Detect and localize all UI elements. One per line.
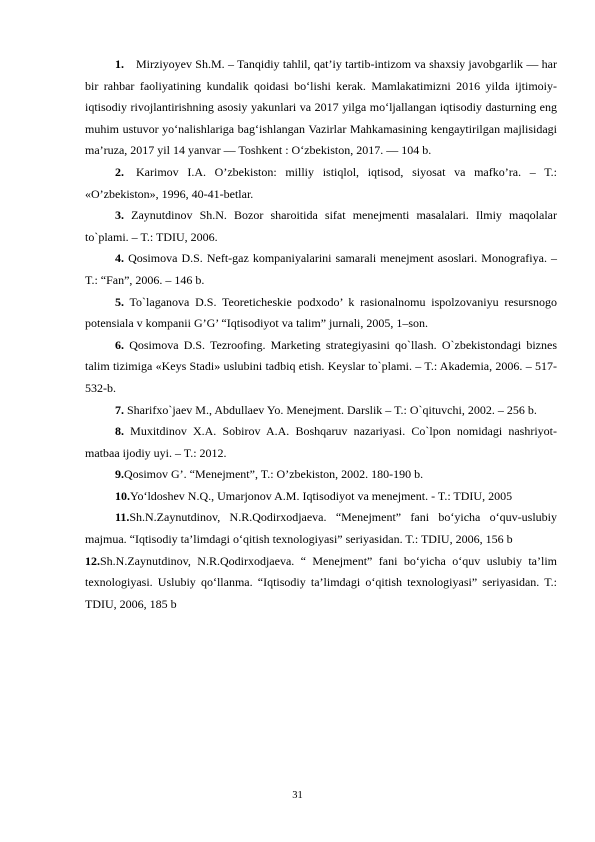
- reference-text: Sharifxo`jaev M., Abdullaev Yo. Menejment. Darslik – T.: O`qituvchi, 2002. – 256 b.: [127, 402, 537, 417]
- reference-text: Zaynutdinov Sh.N. Bozor sharoitida sifat menejmenti masalalari. Ilmiy maqolalar to`plami. – T.: TDIU, 2006.: [85, 208, 557, 244]
- reference-text: Qosimov G’. “Menejment”, T.: O’zbekiston, 2002. 180-190 b.: [124, 467, 424, 482]
- reference-text: To`laganova D.S. Teoreticheskie podxodo’ k rasionalnomu ispolzovaniyu resursnogo potensiala v kompanii G’G’ “Iqtisodiyot va talim” jurnali, 2005, 1–son.: [85, 294, 557, 331]
- reference-text: Yo‘ldoshev N.Q., Umarjonov A.M. Iqtisodiyot va menejment. - T.: TDIU, 2005: [130, 488, 513, 503]
- reference-number: 10.: [115, 488, 130, 503]
- page-number: 31: [292, 790, 303, 801]
- reference-text: Qosimova D.S. Neft-gaz kompaniyalarini samarali menejment asoslari. Monografiya. – T.: “Fan”, 2006. – 146 b.: [85, 251, 558, 287]
- reference-item: [85, 162, 557, 205]
- reference-item: [85, 421, 557, 464]
- reference-number: 4.: [115, 251, 124, 266]
- reference-text: Mirziyoyev Sh.M. – Tanqidiy tahlil, qat’iy tartib-intizom va shaxsiy javobgarlik — har bir rahbar faoliyatining kundalik qoidasi bo‘lishi kerak. Mamlakatimizni 2016 yilda ijtimoiy-iqtisodiy rivojlantirishning asosiy yakunlari va 2017 yilga mo‘ljallangan iqtisodiy dasturning eng muhim ustuvor yo‘nalishlariga bag‘ishlangan Vazirlar Mahkamasining kengaytirilgan majlisidagi ma’ruza, 2017 yil 14 yanvar — Toshkent : O‘zbekiston, 2017. — 104 b.: [85, 57, 557, 158]
- reference-item: [85, 205, 557, 248]
- reference-text: Sh.N.Zaynutdinov, N.R.Qodirxodjaeva. “ Menejment” fani bo‘yicha o‘quv uslubiy ta’lim texnologiyasi. Uslubiy qo‘llanma. “Iqtisodiy ta’limdagi o‘qitish texnologiyasi” seriyasidan. T.: TDIU, 2006, 185 b: [85, 553, 557, 611]
- reference-number: 5.: [115, 294, 124, 309]
- reference-number: 6.: [115, 337, 124, 352]
- reference-item: [85, 335, 557, 400]
- reference-item: [85, 507, 557, 550]
- reference-text: Sh.N.Zaynutdinov, N.R.Qodirxodjaeva. “Menejment” fani bo‘yicha o‘quv-uslubiy majmua. “Iqtisodiy ta’limdagi o‘qitish texnologiyasi” seriyasidan. T.: TDIU, 2006, 156 b: [85, 510, 557, 547]
- reference-item: [85, 248, 557, 291]
- reference-text: Qosimova D.S. Tezroofing. Marketing strategiyasini qo`llash. O`zbekistondagi biznes talim tizimiga «Keys Stadi» uslubini tadbiq etish. Keyslar to`plami. – T.: Akademia, 2006. – 517-532-b.: [85, 337, 557, 395]
- reference-text: Karimov I.A. O’zbekiston: milliy istiqlol, iqtisod, siyosat va mafko’ra. – T.: «O’zbekiston», 1996, 40-41-betlar.: [85, 164, 557, 201]
- reference-item: [85, 400, 557, 422]
- reference-number: 11.: [115, 510, 130, 525]
- reference-number: 2.: [115, 164, 124, 179]
- reference-item: [85, 54, 557, 162]
- reference-number: 1.: [115, 57, 124, 71]
- reference-number: 8.: [115, 424, 124, 439]
- reference-item: [85, 486, 557, 508]
- reference-number: 3.: [115, 208, 124, 223]
- reference-item: [85, 292, 557, 335]
- reference-item: [85, 464, 557, 486]
- reference-list: [85, 54, 557, 615]
- reference-number: 12.: [85, 553, 100, 568]
- reference-text: Muxitdinov X.A. Sobirov A.A. Boshqaruv nazariyasi. Co`lpon nomidagi nashriyot-matbaa ijodiy uyi. – T.: 2012.: [85, 424, 557, 460]
- reference-number: 9.: [115, 467, 124, 482]
- reference-number: 7.: [115, 402, 124, 417]
- reference-item: [85, 551, 557, 616]
